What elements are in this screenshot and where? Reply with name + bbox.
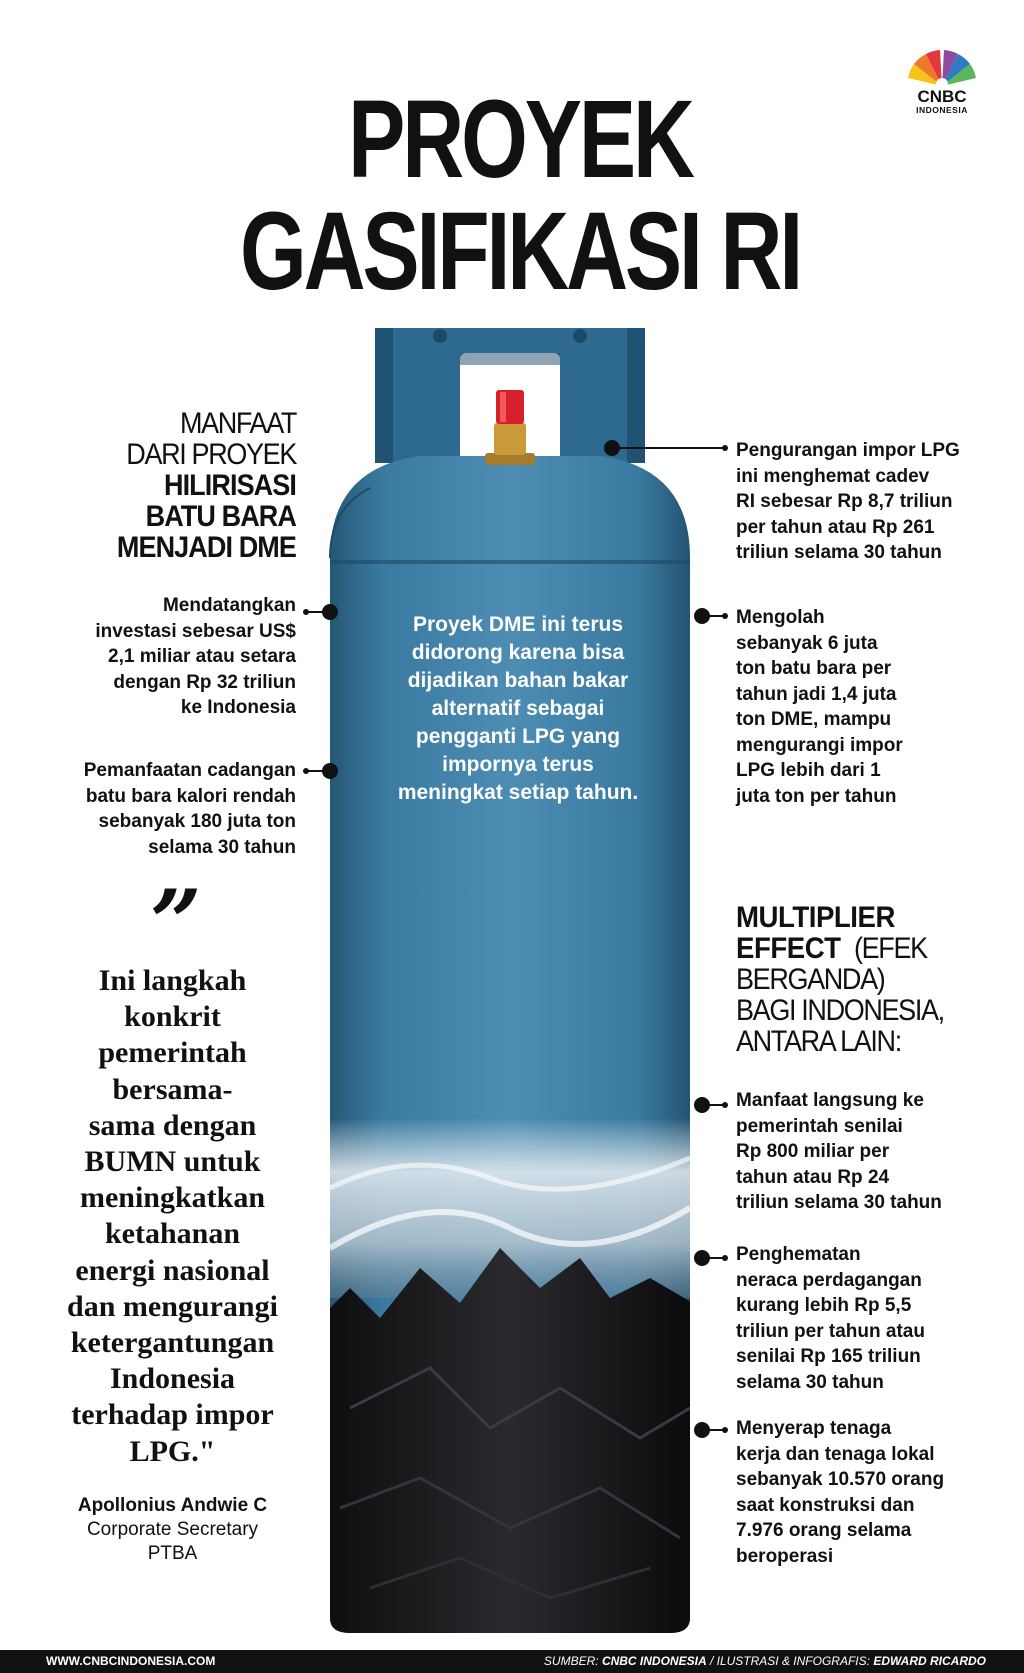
- logo-subtext: INDONESIA: [916, 105, 968, 115]
- text-line: RI sebesar Rp 8,7 triliun: [736, 491, 953, 512]
- text-line: triliun selama 30 tahun: [736, 1192, 942, 1213]
- cnbc-logo: [902, 44, 982, 116]
- multiplier-heading: [736, 902, 1006, 1057]
- multiplier-heading-thin1: (EFEK: [854, 932, 927, 965]
- text-line: triliun per tahun atau: [736, 1320, 925, 1342]
- logo-text: CNBC: [917, 87, 967, 106]
- quote-author: [40, 1494, 305, 1566]
- text-line: Rp 800 miliar per: [736, 1141, 890, 1162]
- text-line: per tahun atau Rp 261: [736, 516, 935, 538]
- peacock-icon: [902, 44, 982, 88]
- text-line: BUMN untuk: [84, 1145, 261, 1179]
- author-role: Corporate Secretary: [86, 1519, 259, 1540]
- right-point-lpg-import: [736, 438, 1016, 566]
- text-line: batu bara kalori rendah: [85, 785, 296, 807]
- text-line: tahun jadi 1,4 juta: [736, 683, 897, 705]
- text-line: mengurangi impor: [736, 734, 903, 756]
- text-line: dengan Rp 32 triliun: [113, 671, 296, 693]
- quote-mark-icon: ”: [150, 870, 202, 976]
- footer-source-label: SUMBER:: [543, 1654, 599, 1668]
- text-line: terhadap impor: [71, 1398, 274, 1432]
- gas-cylinder-illustration: [310, 328, 710, 1638]
- text-line: Mengolah: [736, 607, 825, 628]
- text-line: pemerintah: [98, 1036, 247, 1070]
- text-line: sama dengan: [88, 1108, 257, 1142]
- text-line: dan mengurangi: [67, 1289, 278, 1323]
- text-line: impornya terus: [442, 753, 594, 776]
- text-line: meningkat setiap tahun.: [397, 781, 639, 804]
- center-description: [372, 611, 664, 807]
- page-title-line2: GASIFIKASI RI: [239, 190, 801, 313]
- text-line: 2,1 miliar atau setara: [108, 646, 296, 667]
- text-line: Penghematan: [736, 1244, 861, 1265]
- author-company: PTBA: [147, 1543, 198, 1564]
- text-line: ini menghemat cadev: [736, 465, 930, 487]
- connector-line: [618, 447, 724, 449]
- text-line: ketahanan: [104, 1217, 241, 1251]
- manfaat-heading-bold3: MENJADI DME: [116, 531, 296, 564]
- text-line: ton batu bara per: [736, 658, 892, 679]
- connector-dot: [322, 604, 338, 620]
- text-line: energi nasional: [75, 1253, 270, 1287]
- multiplier-heading-thin4: ANTARA LAIN:: [736, 1025, 901, 1058]
- author-name: Apollonius Andwie C: [77, 1495, 268, 1516]
- text-line: sebanyak 6 juta: [736, 632, 878, 654]
- text-line: pemerintah senilai: [736, 1115, 903, 1137]
- multiplier-point-employment: [736, 1416, 1016, 1569]
- right-point-coal-processing: [736, 605, 1006, 809]
- multiplier-heading-thin2: BERGANDA): [736, 963, 885, 996]
- manfaat-heading-bold2: BATU BARA: [145, 500, 296, 533]
- text-line: kerja dan tenaga lokal: [736, 1443, 935, 1465]
- text-line: Manfaat langsung ke: [736, 1090, 924, 1111]
- text-line: sebanyak 180 juta ton: [98, 811, 296, 832]
- text-line: selama 30 tahun: [148, 836, 296, 858]
- multiplier-heading-thin3: BAGI INDONESIA,: [736, 994, 944, 1027]
- text-line: meningkatkan: [79, 1181, 266, 1215]
- footer-url: WWW.CNBCINDONESIA.COM: [46, 1654, 216, 1668]
- text-line: tahun atau Rp 24: [736, 1166, 890, 1188]
- text-line: didorong karena bisa: [411, 641, 625, 664]
- connector-tick: [722, 1102, 728, 1108]
- text-line: konkrit: [124, 1000, 221, 1034]
- text-line: ketergantungan: [70, 1326, 275, 1360]
- text-line: Indonesia: [109, 1362, 236, 1396]
- footer-artist: EDWARD RICARDO: [873, 1654, 986, 1668]
- footer-credits: [544, 1650, 986, 1673]
- connector-tick: [722, 1255, 728, 1261]
- text-line: Mendatangkan: [162, 595, 296, 616]
- text-line: ke Indonesia: [180, 697, 296, 718]
- multiplier-point-gov-benefit: [736, 1088, 1016, 1216]
- text-line: saat konstruksi dan: [736, 1494, 915, 1516]
- text-line: alternatif sebagai: [431, 697, 605, 720]
- left-point-coal-reserve: [40, 758, 296, 860]
- text-line: investasi sebesar US$: [95, 620, 296, 642]
- text-line: senilai Rp 165 triliun: [736, 1346, 921, 1367]
- text-line: Pengurangan impor LPG: [736, 440, 960, 461]
- connector-dot: [322, 763, 338, 779]
- text-line: kurang lebih Rp 5,5: [736, 1295, 912, 1316]
- page-title-line1: PROYEK: [348, 78, 692, 201]
- footer-source: CNBC INDONESIA: [601, 1654, 707, 1668]
- text-line: neraca perdagangan: [736, 1269, 922, 1291]
- text-line: LPG.": [129, 1434, 216, 1468]
- text-line: juta ton per tahun: [736, 785, 897, 807]
- connector-tick: [722, 613, 728, 619]
- connector-tick: [722, 445, 728, 451]
- text-line: Menyerap tenaga: [736, 1418, 892, 1439]
- text-line: triliun selama 30 tahun: [736, 542, 942, 563]
- text-line: sebanyak 10.570 orang: [736, 1469, 945, 1490]
- multiplier-point-trade-balance: [736, 1242, 1016, 1395]
- manfaat-heading-thin2: DARI PROYEK: [126, 438, 296, 471]
- multiplier-heading-bold1: MULTIPLIER: [736, 901, 895, 934]
- text-line: 7.976 orang selama: [736, 1520, 912, 1541]
- text-line: ton DME, mampu: [736, 709, 892, 730]
- text-line: Proyek DME ini terus: [412, 613, 624, 636]
- manfaat-heading-thin1: MANFAAT: [179, 407, 296, 440]
- connector-tick: [722, 1427, 728, 1433]
- text-line: beroperasi: [736, 1545, 834, 1567]
- text-line: pengganti LPG yang: [415, 725, 621, 748]
- multiplier-heading-bold2: EFFECT: [736, 932, 841, 965]
- text-line: Pemanfaatan cadangan: [83, 760, 296, 781]
- footer-separator: / ILUSTRASI & INFOGRAFIS:: [709, 1654, 870, 1668]
- left-point-investment: [40, 593, 296, 721]
- quote-text: [40, 963, 305, 1470]
- text-line: LPG lebih dari 1: [736, 760, 881, 781]
- text-line: bersama-: [112, 1072, 233, 1106]
- footer-bar: [0, 1650, 1024, 1673]
- manfaat-heading-bold1: HILIRISASI: [163, 469, 296, 502]
- text-line: selama 30 tahun: [736, 1371, 884, 1393]
- manfaat-heading: [40, 408, 296, 563]
- text-line: dijadikan bahan bakar: [407, 669, 629, 692]
- text-line: Ini langkah: [98, 964, 247, 997]
